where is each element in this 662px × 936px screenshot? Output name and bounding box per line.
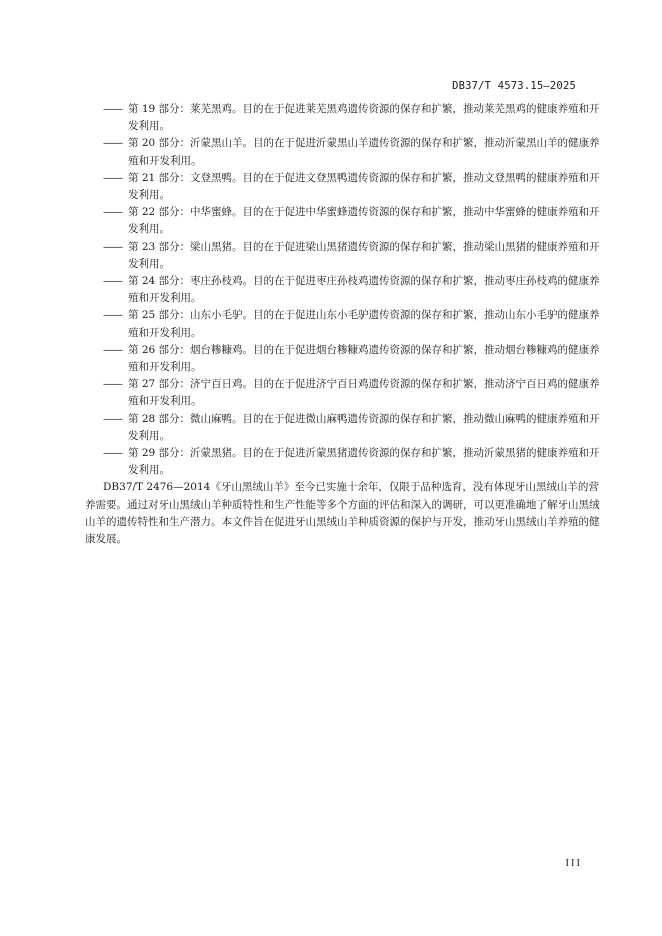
list-dash: —— [103, 137, 122, 150]
part-text: 第 20 部分：沂蒙黑山羊。目的在于促进沂蒙黑山羊遗传资源的保存和扩繁，推动沂蒙黑山羊的健康养殖和开发利用。 [128, 137, 600, 167]
part-item [85, 101, 601, 135]
part-text: 第 29 部分：沂蒙黑猪。目的在于促进沂蒙黑猪遗传资源的保存和扩繁，推动沂蒙黑猪的健康养殖和开发利用。 [128, 447, 600, 477]
part-item [85, 411, 601, 445]
list-dash: —— [103, 240, 122, 253]
page-number: III [565, 858, 582, 869]
part-text: 第 25 部分：山东小毛驴。目的在于促进山东小毛驴遗传资源的保存和扩繁，推动山东小毛驴的健康养殖和开发利用。 [128, 309, 600, 339]
part-text: 第 23 部分：梁山黑猪。目的在于促进梁山黑猪遗传资源的保存和扩繁，推动梁山黑猪的健康养殖和开发利用。 [128, 240, 600, 270]
part-item [85, 273, 601, 307]
part-item [85, 376, 601, 410]
part-text: 第 26 部分：烟台糁糠鸡。目的在于促进烟台糁糠鸡遗传资源的保存和扩繁，推动烟台糁糠鸡的健康养殖和开发利用。 [128, 343, 600, 374]
part-item [85, 239, 601, 273]
list-dash: —— [103, 412, 122, 425]
part-item [85, 342, 601, 376]
part-item [85, 170, 601, 204]
part-text: 第 21 部分：文登黑鸭。目的在于促进文登黑鸭遗传资源的保存和扩繁，推动文登黑鸭的健康养殖和开发利用。 [128, 171, 600, 202]
part-text: 第 28 部分：微山麻鸭。目的在于促进微山麻鸭遗传资源的保存和扩繁，推动微山麻鸭的健康养殖和开发利用。 [128, 412, 600, 442]
part-item [85, 135, 601, 169]
parts-list [85, 101, 601, 479]
part-item [85, 445, 601, 479]
list-dash: —— [103, 378, 122, 391]
part-text: 第 22 部分：中华蜜蜂。目的在于促进中华蜜蜂遗传资源的保存和扩繁，推动中华蜜蜂的健康养殖和开发利用。 [128, 206, 600, 236]
part-text: 第 24 部分：枣庄孙枝鸡。目的在于促进枣庄孙枝鸡遗传资源的保存和扩繁，推动枣庄孙枝鸡的健康养殖和开发利用。 [128, 275, 600, 305]
foreword-body [85, 101, 601, 548]
list-dash: —— [103, 171, 122, 184]
part-item [85, 204, 601, 238]
part-text: 第 19 部分：莱芜黑鸡。目的在于促进莱芜黑鸡遗传资源的保存和扩繁，推动莱芜黑鸡的健康养殖和开发利用。 [128, 103, 600, 133]
intro-paragraph: DB37/T 2476—2014《牙山黑绒山羊》至今已实施十余年，仅限于品种选育，没有体现牙山黑绒山羊的营养需要。通过对牙山黑绒山羊种质特性和生产性能等多个方面的评估和深入的调研，可以更准确地了解牙山黑绒山羊的遗传特性和生产潜力。本文件旨在促进牙山黑绒山羊种质资源的保护与开发，推动牙山黑绒山羊养殖的健康发展。 [85, 481, 600, 546]
list-dash: —— [103, 275, 122, 288]
list-dash: —— [103, 206, 122, 219]
list-dash: —— [103, 343, 122, 356]
part-item [85, 307, 601, 341]
list-dash: —— [103, 103, 122, 115]
document-code: DB37/T 4573.15—2025 [452, 80, 576, 92]
part-text: 第 27 部分：济宁百日鸡。目的在于促进济宁百日鸡遗传资源的保存和扩繁，推动济宁百日鸡的健康养殖和开发利用。 [128, 378, 600, 408]
list-dash: —— [103, 309, 122, 322]
list-dash: —— [103, 447, 122, 460]
